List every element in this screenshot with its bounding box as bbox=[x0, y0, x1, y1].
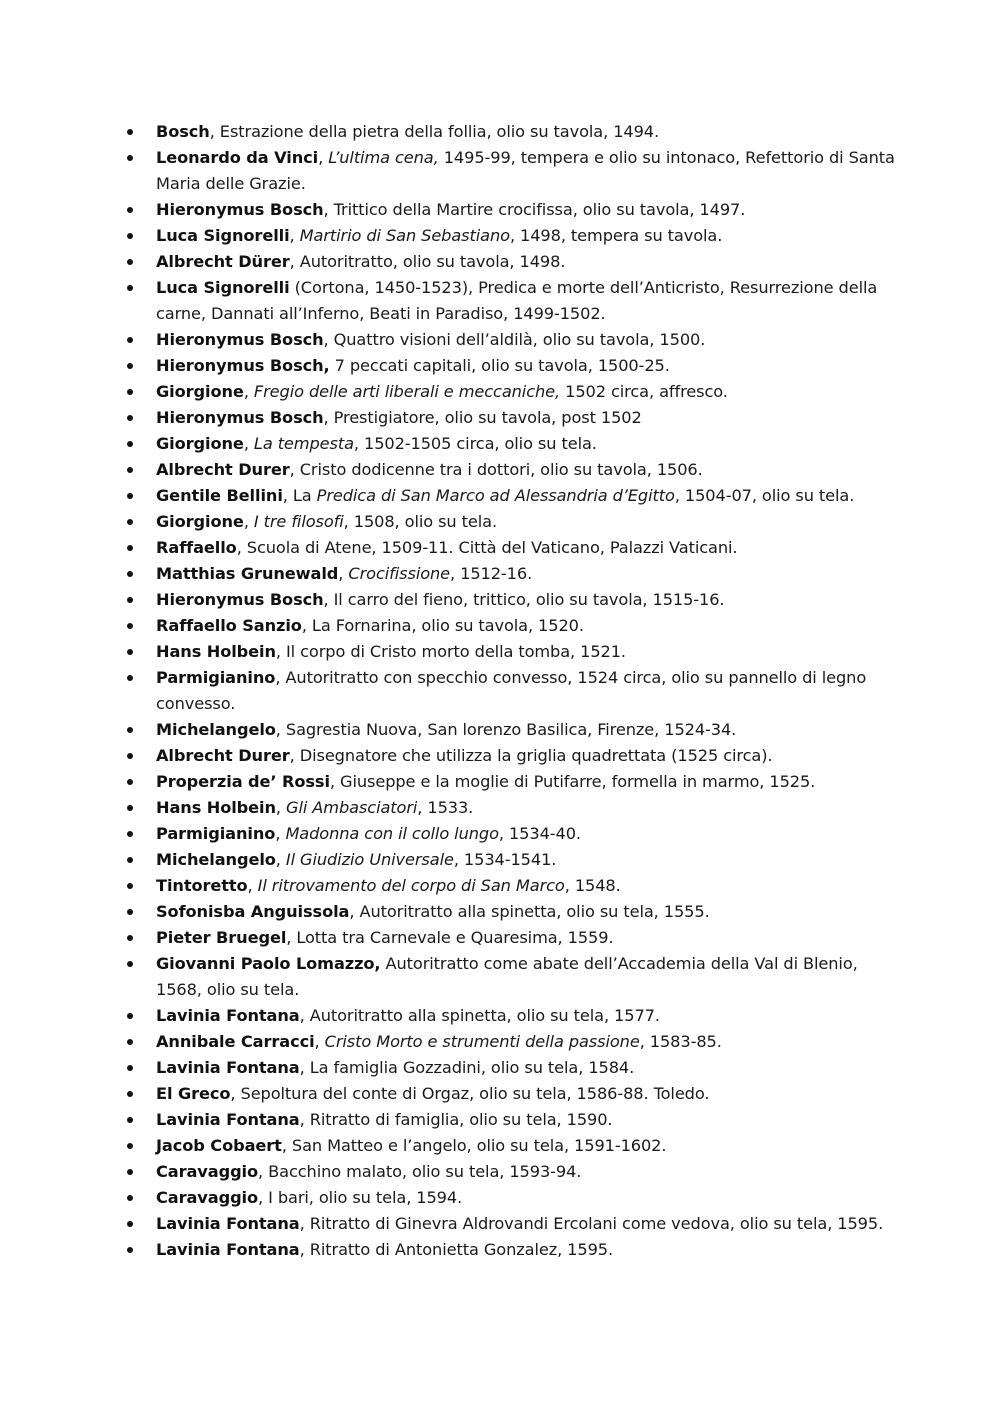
list-item bbox=[156, 353, 908, 379]
artwork-details: , I bari, olio su tela, 1594. bbox=[258, 1188, 463, 1207]
artist-name: Parmigianino bbox=[156, 824, 276, 843]
list-item bbox=[156, 1029, 908, 1055]
bullet-icon bbox=[127, 259, 133, 265]
list-item bbox=[156, 1211, 908, 1237]
artwork-details: , Autoritratto alla spinetta, olio su tela, 1577. bbox=[299, 1006, 660, 1025]
artwork-title: La tempesta bbox=[253, 434, 354, 453]
list-item bbox=[156, 1185, 908, 1211]
artwork-details: , bbox=[275, 798, 287, 817]
artist-name: Luca Signorelli bbox=[156, 226, 290, 245]
list-item bbox=[156, 743, 908, 769]
list-item bbox=[156, 951, 908, 1003]
bullet-icon bbox=[127, 935, 133, 941]
bullet-icon bbox=[127, 1065, 133, 1071]
bullet-icon bbox=[127, 597, 133, 603]
bullet-icon bbox=[127, 1013, 133, 1019]
artist-name: Hieronymus Bosch bbox=[156, 408, 324, 427]
list-item bbox=[156, 1237, 908, 1263]
artwork-details: , Ritratto di Ginevra Aldrovandi Ercolani come vedova, olio su tela, 1595. bbox=[299, 1214, 884, 1233]
artwork-details: , Prestigiatore, olio su tavola, post 1502 bbox=[323, 408, 642, 427]
bullet-icon bbox=[127, 779, 133, 785]
list-item bbox=[156, 1159, 908, 1185]
list-item bbox=[156, 223, 908, 249]
artist-name: El Greco bbox=[156, 1084, 231, 1103]
bullet-icon bbox=[127, 857, 133, 863]
artwork-details: , Autoritratto con specchio convesso, 1524 circa, olio su pannello di legno convesso. bbox=[156, 668, 867, 713]
bullet-icon bbox=[127, 207, 133, 213]
artwork-title: Madonna con il collo lungo bbox=[285, 824, 499, 843]
bullet-icon bbox=[127, 675, 133, 681]
list-item bbox=[156, 119, 908, 145]
artist-name: Raffaello Sanzio bbox=[156, 616, 302, 635]
bullet-icon bbox=[127, 753, 133, 759]
artist-name: Lavinia Fontana bbox=[156, 1110, 300, 1129]
list-item bbox=[156, 587, 908, 613]
artwork-details: , La bbox=[282, 486, 317, 505]
artwork-details: 1495-99, tempera e olio su intonaco, Refettorio di Santa Maria delle Grazie. bbox=[156, 148, 895, 193]
artwork-details: , bbox=[243, 512, 254, 531]
artwork-details: , Sepoltura del conte di Orgaz, olio su tela, 1586-88. Toledo. bbox=[230, 1084, 710, 1103]
artwork-details: , bbox=[275, 850, 286, 869]
artwork-title: Martirio di San Sebastiano bbox=[299, 226, 510, 245]
list-item bbox=[156, 769, 908, 795]
bullet-icon bbox=[127, 649, 133, 655]
artist-name: Giorgione bbox=[156, 512, 244, 531]
list-item bbox=[156, 379, 908, 405]
artwork-title: I tre filosofi bbox=[253, 512, 344, 531]
bullet-icon bbox=[127, 155, 133, 161]
artist-name: Michelangelo bbox=[156, 850, 276, 869]
bullet-icon bbox=[127, 1091, 133, 1097]
artwork-details: , bbox=[318, 148, 329, 167]
artwork-details: , La Fornarina, olio su tavola, 1520. bbox=[301, 616, 584, 635]
artist-name: Michelangelo bbox=[156, 720, 276, 739]
artwork-details: , Autoritratto alla spinetta, olio su tela, 1555. bbox=[349, 902, 710, 921]
artwork-details: , 1512-16. bbox=[450, 564, 533, 583]
bullet-icon bbox=[127, 415, 133, 421]
artwork-details: , Giuseppe e la moglie di Putifarre, formella in marmo, 1525. bbox=[329, 772, 816, 791]
artwork-details: 1502 circa, affresco. bbox=[560, 382, 728, 401]
bullet-icon bbox=[127, 831, 133, 837]
artwork-details: , Il carro del fieno, trittico, olio su tavola, 1515-16. bbox=[323, 590, 725, 609]
artist-name: Albrecht Durer bbox=[156, 746, 290, 765]
bullet-icon bbox=[127, 285, 133, 291]
artwork-details: , Disegnatore che utilizza la griglia quadrettata (1525 circa). bbox=[289, 746, 773, 765]
list-item bbox=[156, 431, 908, 457]
bullet-icon bbox=[127, 623, 133, 629]
artist-name: Luca Signorelli bbox=[156, 278, 290, 297]
list-item bbox=[156, 509, 908, 535]
artwork-title: Predica di San Marco ad Alessandria d’Egitto bbox=[316, 486, 675, 505]
artist-name: Hieronymus Bosch bbox=[156, 200, 324, 219]
artist-name: Albrecht Durer bbox=[156, 460, 290, 479]
artwork-details: , 1504-07, olio su tela. bbox=[674, 486, 855, 505]
artwork-details: 7 peccati capitali, olio su tavola, 1500-25. bbox=[329, 356, 670, 375]
bullet-icon bbox=[127, 467, 133, 473]
artwork-details: , Cristo dodicenne tra i dottori, olio su tavola, 1506. bbox=[289, 460, 703, 479]
artwork-details: , Bacchino malato, olio su tela, 1593-94. bbox=[258, 1162, 582, 1181]
list-item bbox=[156, 1055, 908, 1081]
bullet-icon bbox=[127, 1221, 133, 1227]
list-item bbox=[156, 405, 908, 431]
artwork-details: (Cortona, 1450-1523), Predica e morte dell’Anticristo, Resurrezione della carne, Dannati all’Inferno, Beati in Paradiso, 1499-1502. bbox=[156, 278, 878, 323]
list-item bbox=[156, 1107, 908, 1133]
artwork-details: , 1502-1505 circa, olio su tela. bbox=[353, 434, 597, 453]
list-item bbox=[156, 249, 908, 275]
artwork-title: L’ultima cena, bbox=[328, 148, 439, 167]
artwork-details: , bbox=[338, 564, 349, 583]
list-item bbox=[156, 327, 908, 353]
artist-name: Caravaggio bbox=[156, 1188, 259, 1207]
artist-name: Albrecht Dürer bbox=[156, 252, 290, 271]
list-item bbox=[156, 639, 908, 665]
artist-name: Bosch bbox=[156, 122, 210, 141]
artist-name: Tintoretto bbox=[156, 876, 248, 895]
list-item bbox=[156, 561, 908, 587]
artist-name: Gentile Bellini bbox=[156, 486, 283, 505]
artwork-details: , Il corpo di Cristo morto della tomba, 1521. bbox=[275, 642, 626, 661]
bullet-icon bbox=[127, 805, 133, 811]
artwork-details: , Scuola di Atene, 1509-11. Città del Vaticano, Palazzi Vaticani. bbox=[236, 538, 738, 557]
artist-name: Lavinia Fontana bbox=[156, 1240, 300, 1259]
bullet-icon bbox=[127, 129, 133, 135]
list-item bbox=[156, 847, 908, 873]
artwork-title: Il Giudizio Universale bbox=[285, 850, 454, 869]
bullet-icon bbox=[127, 883, 133, 889]
artwork-details: , Trittico della Martire crocifissa, olio su tavola, 1497. bbox=[323, 200, 746, 219]
artist-name: Pieter Bruegel bbox=[156, 928, 287, 947]
list-item bbox=[156, 145, 908, 197]
bullet-icon bbox=[127, 233, 133, 239]
artwork-title: Crocifissione bbox=[348, 564, 451, 583]
artwork-details: , bbox=[243, 434, 254, 453]
bullet-icon bbox=[127, 1247, 133, 1253]
artwork-details: , La famiglia Gozzadini, olio su tela, 1584. bbox=[299, 1058, 635, 1077]
bullet-icon bbox=[127, 909, 133, 915]
artwork-details: , bbox=[275, 824, 286, 843]
artwork-details: , bbox=[289, 226, 300, 245]
list-item bbox=[156, 197, 908, 223]
artist-name: Raffaello bbox=[156, 538, 237, 557]
list-item bbox=[156, 795, 908, 821]
artist-name: Giorgione bbox=[156, 434, 244, 453]
artwork-details: , Quattro visioni dell’aldilà, olio su tavola, 1500. bbox=[323, 330, 706, 349]
list-item bbox=[156, 613, 908, 639]
list-item bbox=[156, 1003, 908, 1029]
artwork-details: , 1498, tempera su tavola. bbox=[509, 226, 723, 245]
artwork-details: , Sagrestia Nuova, San lorenzo Basilica, Firenze, 1524-34. bbox=[275, 720, 737, 739]
bullet-icon bbox=[127, 389, 133, 395]
bullet-icon bbox=[127, 1117, 133, 1123]
list-item bbox=[156, 535, 908, 561]
artwork-title: Fregio delle arti liberali e meccaniche, bbox=[253, 382, 561, 401]
artist-name: Hieronymus Bosch bbox=[156, 330, 324, 349]
artwork-title: Cristo Morto e strumenti della passione bbox=[324, 1032, 640, 1051]
bullet-icon bbox=[127, 337, 133, 343]
bullet-icon bbox=[127, 1143, 133, 1149]
list-item bbox=[156, 275, 908, 327]
artwork-details: , 1508, olio su tela. bbox=[343, 512, 498, 531]
artist-name: Matthias Grunewald bbox=[156, 564, 339, 583]
bullet-icon bbox=[127, 519, 133, 525]
bullet-icon bbox=[127, 727, 133, 733]
artwork-details: , bbox=[314, 1032, 325, 1051]
artist-name: Lavinia Fontana bbox=[156, 1006, 300, 1025]
bullet-icon bbox=[127, 493, 133, 499]
list-item bbox=[156, 821, 908, 847]
list-item bbox=[156, 925, 908, 951]
list-item bbox=[156, 665, 908, 717]
bullet-icon bbox=[127, 961, 133, 967]
artwork-list bbox=[156, 119, 908, 1263]
artist-name: Hans Holbein bbox=[156, 642, 276, 661]
artwork-title: Gli Ambasciatori bbox=[286, 798, 418, 817]
bullet-icon bbox=[127, 1169, 133, 1175]
artwork-details: , 1583-85. bbox=[639, 1032, 722, 1051]
artwork-details: , 1534-1541. bbox=[453, 850, 557, 869]
artist-name: Caravaggio bbox=[156, 1162, 259, 1181]
artist-name: Lavinia Fontana bbox=[156, 1058, 300, 1077]
artwork-details: , bbox=[247, 876, 258, 895]
artist-name: Hieronymus Bosch bbox=[156, 590, 324, 609]
artist-name: Lavinia Fontana bbox=[156, 1214, 300, 1233]
artist-name: Annibale Carracci bbox=[156, 1032, 315, 1051]
artwork-details: , 1533. bbox=[417, 798, 474, 817]
artwork-details: , Autoritratto, olio su tavola, 1498. bbox=[289, 252, 566, 271]
list-item bbox=[156, 873, 908, 899]
artwork-details: , Ritratto di famiglia, olio su tela, 1590. bbox=[299, 1110, 613, 1129]
artist-name: Sofonisba Anguissola bbox=[156, 902, 350, 921]
list-item bbox=[156, 899, 908, 925]
list-item bbox=[156, 1133, 908, 1159]
artwork-details: , Estrazione della pietra della follia, olio su tavola, 1494. bbox=[209, 122, 660, 141]
bullet-icon bbox=[127, 1039, 133, 1045]
artist-name: Giorgione bbox=[156, 382, 244, 401]
bullet-icon bbox=[127, 545, 133, 551]
bullet-icon bbox=[127, 571, 133, 577]
list-item bbox=[156, 717, 908, 743]
artwork-details: , bbox=[243, 382, 254, 401]
artwork-details: , San Matteo e l’angelo, olio su tela, 1591-1602. bbox=[281, 1136, 667, 1155]
artist-name: Leonardo da Vinci bbox=[156, 148, 319, 167]
artist-name: Giovanni Paolo Lomazzo, bbox=[156, 954, 381, 973]
artist-name: Hans Holbein bbox=[156, 798, 276, 817]
artist-name: Parmigianino bbox=[156, 668, 276, 687]
bullet-icon bbox=[127, 441, 133, 447]
artist-name: Jacob Cobaert bbox=[156, 1136, 282, 1155]
list-item bbox=[156, 483, 908, 509]
artwork-title: Il ritrovamento del corpo di San Marco bbox=[257, 876, 565, 895]
bullet-icon bbox=[127, 363, 133, 369]
bullet-icon bbox=[127, 1195, 133, 1201]
artwork-details: , Ritratto di Antonietta Gonzalez, 1595. bbox=[299, 1240, 614, 1259]
artist-name: Properzia de’ Rossi bbox=[156, 772, 330, 791]
list-item bbox=[156, 1081, 908, 1107]
artwork-details: , 1534-40. bbox=[498, 824, 581, 843]
list-item bbox=[156, 457, 908, 483]
artwork-details: , 1548. bbox=[564, 876, 621, 895]
artist-name: Hieronymus Bosch, bbox=[156, 356, 330, 375]
artwork-details: , Lotta tra Carnevale e Quaresima, 1559. bbox=[286, 928, 614, 947]
artwork-details: Autoritratto come abate dell’Accademia della Val di Blenio, 1568, olio su tela. bbox=[156, 954, 858, 999]
